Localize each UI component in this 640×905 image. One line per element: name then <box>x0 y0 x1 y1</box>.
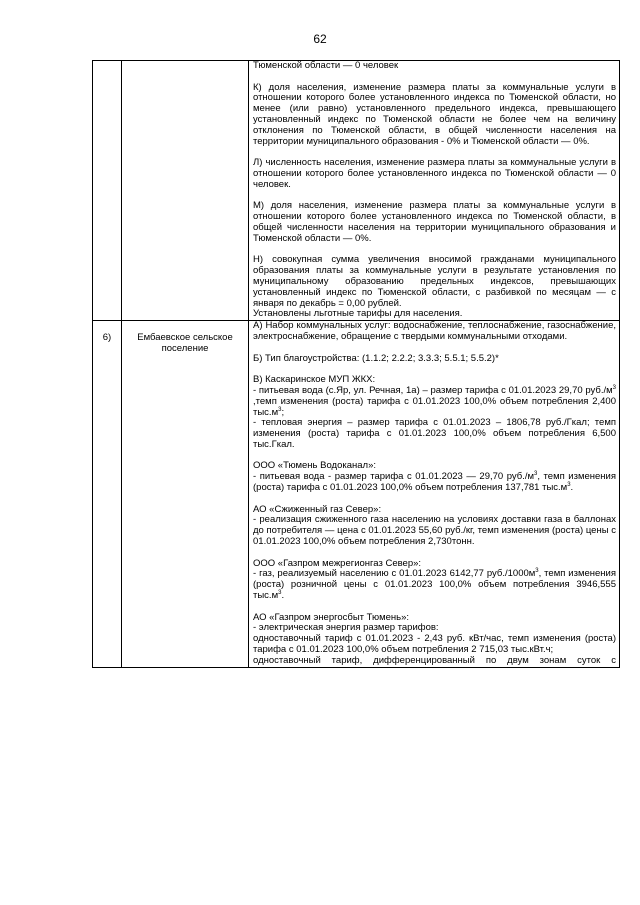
paragraph: Тюменской области — 0 человек <box>253 60 399 71</box>
paragraph: А) Набор коммунальных услуг: водоснабжение, теплоснабжение, газоснабжение, электроснабжение, обращение с твердыми коммунальными отходами. <box>253 320 616 342</box>
row-number-cell: 6) <box>93 321 122 668</box>
page-number: 62 <box>313 32 327 46</box>
paragraph: ООО «Газпром межрегионгаз Север»: <box>253 557 422 569</box>
row-content-cell <box>249 321 620 668</box>
paragraph: АО «Сжиженный газ Север»: <box>253 503 382 515</box>
measures-table <box>92 60 620 668</box>
paragraph: - питьевая вода (с.Яр, ул. Речная, 1а) – размер тарифа с 01.01.2023 29,70 $руб./м^3$ ,темп изменения (роста) тарифа с 01.01.2023 100,0% объем потребления 2,400 $тыс.м^3$; <box>253 384 616 418</box>
paragraph: - тепловая энергия – размер тарифа с 01.01.2023 – 1806,78 руб./Гкал; темп изменения (роста) тарифа с 01.01.2023 100,0% объем потребления 6,500 тыс.Гкал. <box>253 417 616 450</box>
paragraph: В) Каскаринское МУП ЖКХ: <box>253 374 376 386</box>
paragraph: одноставочный тариф, дифференцированный по двум зонам суток с <box>253 654 616 666</box>
table-row-continued <box>93 61 620 321</box>
paragraph: Установлены льготные тарифы для населения. <box>253 308 463 320</box>
row-number-cell <box>93 61 122 321</box>
row-name-cell <box>122 61 249 321</box>
paragraph: К) доля населения, изменение размера платы за коммунальные услуги в отношении которого более установленного индекса по Тюменской области, но менее (или равно) установленного предельного индекса, превышающего установленный индекс по Тюменской области не более чем на величину отклонения по Тюменской области, в общей численности населения на территории муниципального образования - 0% и Тюменской области — 0%. <box>253 81 616 147</box>
paragraph: М) доля населения, изменение размера платы за коммунальные услуги в отношении которого более установленного индекса по Тюменской области, в общей численности населения на территории муниципального образования и Тюменской области — 0%. <box>253 200 616 244</box>
paragraph: ООО «Тюмень Водоканал»: <box>253 460 377 472</box>
table-row-6 <box>93 321 620 668</box>
paragraph: Л) численность населения, изменение размера платы за коммунальные услуги в отношении которого более установленного индекса по Тюменской области — 0 человек. <box>253 157 616 190</box>
municipality-name-cell: Ембаевское сельское поселение <box>122 321 249 668</box>
paragraph: Б) Тип благоустройства: (1.1.2; 2.2.2; 3.3.3; 5.5.1; 5.5.2)* <box>253 352 499 364</box>
paragraph: одноставочный тариф с 01.01.2023 - 2,43 руб. кВт/час, темп изменения (роста) тарифа с 01.01.2023 100,0% объем потребления 2 715,03 тыс.кВт.ч; <box>253 633 616 656</box>
row-content-cell <box>249 61 620 321</box>
paragraph: АО «Газпром энергосбыт Тюмень»: <box>253 611 410 623</box>
paragraph: - газ, реализуемый населению с 01.01.2023 6142,77 $руб./1000м^3$, темп изменения (роста) розничной цены с 01.01.2023 100,0% объем потребления 3946,555 $тыс.м^3$. <box>253 568 617 602</box>
paragraph: - электрическая энергия размер тарифов: <box>253 622 439 634</box>
paragraph: Н) совокупная сумма увеличения вносимой гражданами муниципального образования платы за коммунальные услуги в результате установления по муниципальному образованию предельных индексов, превышающих установленный индекс по Тюменской области, с разбивкой по месяцам — с января по декабрь = 0,00 рублей. <box>253 254 616 309</box>
paragraph: - реализация сжиженного газа населению на условиях доставки газа в баллонах до потребителя — цена с 01.01.2023 55,60 руб./кг, темп изменения (роста) цены с 01.01.2023 100,0% объем потребления 2,730тонн. <box>253 514 616 548</box>
paragraph: - питьевая вода - размер тарифа с 01.01.2023 — 29,70 $руб./м^3$, темп изменения (роста) тарифа с 01.01.2023 100,0% объем потребления 137,781 $тыс.м^3$. <box>253 471 616 494</box>
